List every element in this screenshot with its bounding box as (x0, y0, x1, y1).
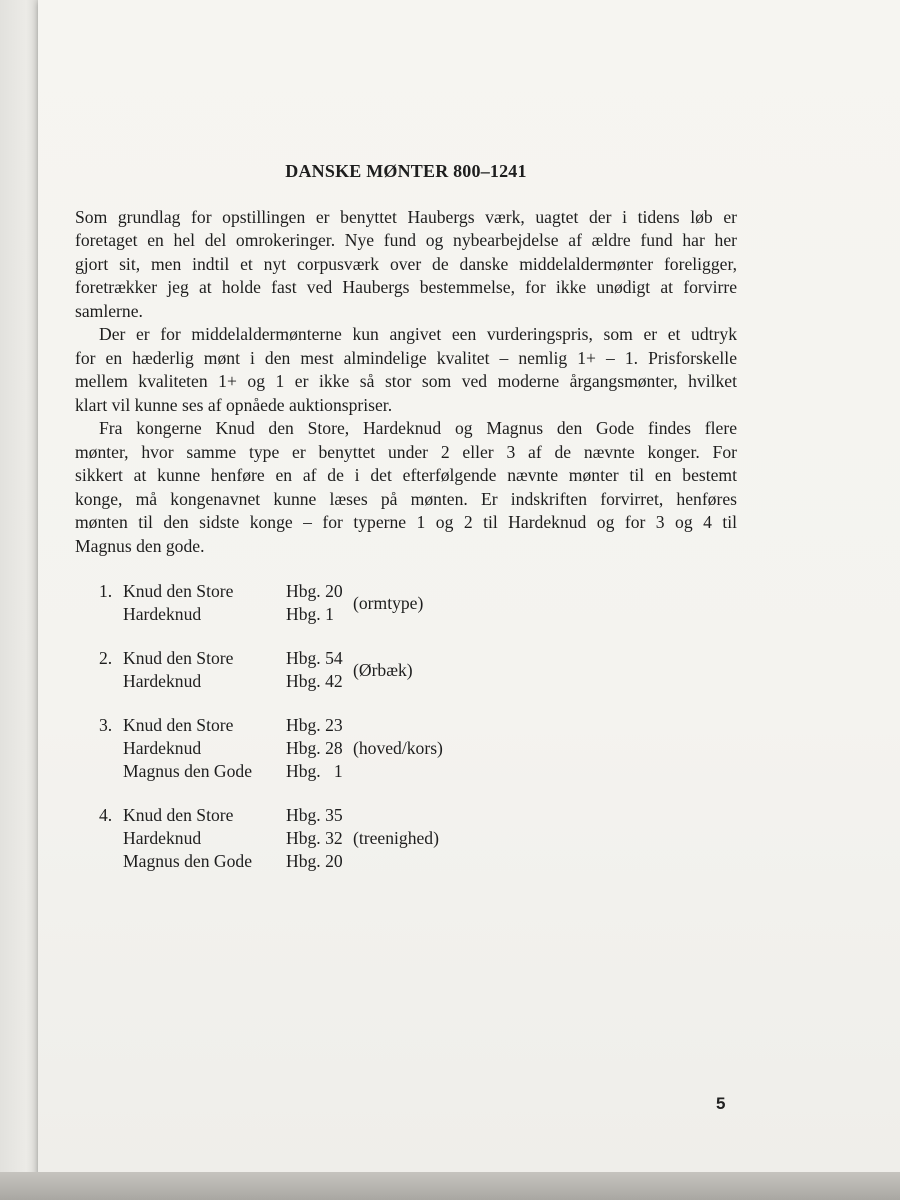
coin-type-group-3 (75, 714, 737, 783)
hauberg-reference: Hbg. 20 (286, 851, 343, 871)
list-row (75, 804, 737, 827)
text-line: klart vil kunne ses af opnåede auktionspriser. (75, 394, 393, 415)
hauberg-reference: Hbg. 23 (286, 715, 343, 735)
list-row (75, 760, 737, 783)
list-row (75, 714, 737, 737)
hauberg-reference: Hbg. 32 (286, 828, 343, 848)
type-note: (ormtype) (353, 593, 424, 613)
king-name: Knud den Store (123, 581, 234, 601)
king-name: Hardeknud (123, 604, 202, 624)
paragraph-2 (75, 323, 737, 417)
group-number: 1. (99, 581, 113, 601)
text-line: samlerne. (75, 300, 143, 321)
list-row (75, 827, 737, 850)
text-line: Fra kongerne Knud den Store, Hardeknud og Magnus den Gode findes flere (99, 418, 737, 438)
hauberg-reference: Hbg. 42 (286, 671, 343, 691)
king-name: Hardeknud (123, 828, 202, 848)
hauberg-reference: Hbg. 1 (286, 761, 343, 781)
king-name: Magnus den Gode (123, 851, 252, 871)
text-line: foretrækker jeg at holde fast ved Haubergs bestemmelse, for ikke unødigt at forvirre (75, 277, 737, 297)
hauberg-reference: Hbg. 28 (286, 738, 343, 758)
coin-type-group-2 (75, 647, 737, 693)
text-line: konge, må kongenavnet kunne læses på mønten. Er indskriften forvirret, henføres (75, 488, 737, 509)
text-line: foretaget en hel del omrokeringer. Nye fund og nybearbejdelse af ældre fund har her (75, 230, 737, 250)
paragraph-1 (75, 206, 737, 324)
list-row (75, 737, 737, 760)
type-note: (Ørbæk) (353, 660, 413, 680)
king-name: Knud den Store (123, 805, 234, 825)
king-name: Hardeknud (123, 738, 202, 758)
hauberg-reference: Hbg. 1 (286, 604, 334, 624)
paragraph-3 (75, 417, 737, 558)
text-line: Magnus den gode. (75, 535, 205, 556)
hauberg-reference: Hbg. 54 (286, 648, 343, 668)
king-name: Knud den Store (123, 648, 234, 668)
text-line: Som grundlag for opstillingen er benyttet Haubergs værk, uagtet der i tidens løb er (75, 206, 737, 227)
hauberg-reference: Hbg. 20 (286, 581, 343, 601)
king-name: Magnus den Gode (123, 761, 252, 781)
group-number: 4. (99, 805, 113, 825)
coin-type-group-1 (75, 580, 737, 626)
background-surface (0, 1172, 900, 1200)
text-line: for en hæderlig mønt i den mest almindelige kvalitet – nemlig 1+ – 1. Prisforskelle (75, 347, 737, 368)
text-line: mellem kvaliteten 1+ og 1 er ikke så stor som ved moderne årgangsmønter, hvilket (75, 371, 737, 391)
page-title: DANSKE MØNTER 800–1241 (285, 161, 527, 181)
text-line: sikkert at kunne henføre en af de i det efterfølgende nævnte mønter til en bestemt (75, 465, 737, 485)
type-note: (hoved/kors) (353, 738, 443, 758)
text-line: mønten til den sidste konge – for typerne 1 og 2 til Hardeknud og for 3 og 4 til (75, 512, 737, 532)
hauberg-reference: Hbg. 35 (286, 805, 343, 825)
text-line: gjort sit, men indtil et nyt corpusværk over de danske middelaldermønter foreligger, (75, 253, 737, 274)
type-note: (treenighed) (353, 828, 439, 848)
page-number: 5 (716, 1094, 726, 1113)
group-number: 2. (99, 648, 113, 668)
list-row (75, 850, 737, 873)
king-name: Hardeknud (123, 671, 202, 691)
text-line: Der er for middelaldermønterne kun angivet een vurderingspris, som er et udtryk (99, 324, 737, 344)
king-name: Knud den Store (123, 715, 234, 735)
page-content (75, 160, 737, 873)
group-number: 3. (99, 715, 113, 735)
coin-type-group-4 (75, 804, 737, 873)
text-line: mønter, hvor samme type er benyttet under 2 eller 3 af de nævnte konger. For (75, 441, 737, 462)
